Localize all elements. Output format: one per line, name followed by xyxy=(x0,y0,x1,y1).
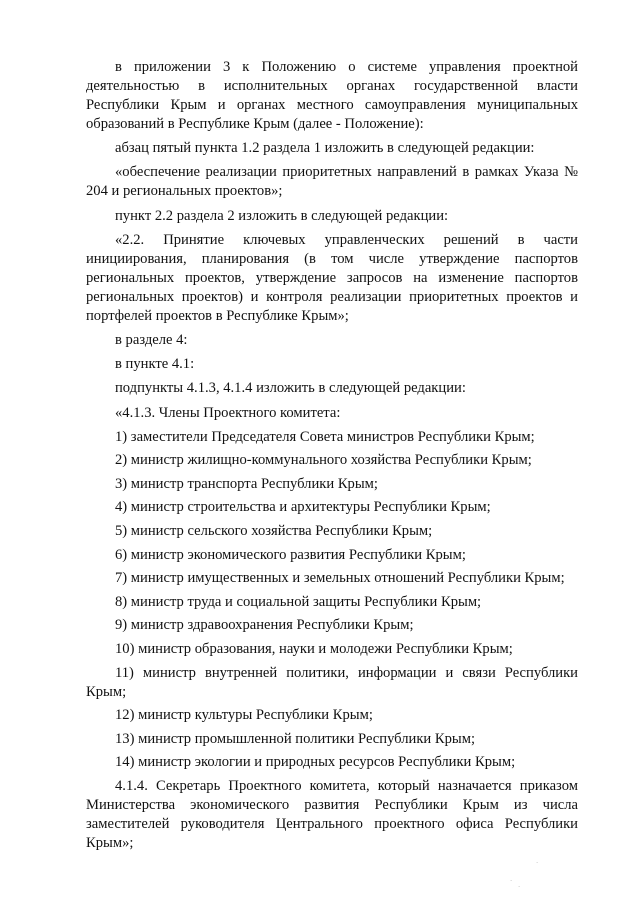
list-item: 2) министр жилищно-коммунального хозяйства Республики Крым; xyxy=(115,452,532,469)
intro-paragraph-6: в разделе 4: xyxy=(115,331,188,348)
list-item: 9) министр здравоохранения Республики Крым; xyxy=(115,617,414,634)
list-item: 7) министр имущественных и земельных отношений Республики Крым; xyxy=(115,570,565,587)
intro-paragraph-1: в приложении 3 к Положению о системе управления проектной деятельностью в исполнительных органах государственной власти Республики Крым и органах местного самоуправления муниципальных образований в Республике Крым (далее - Положение): xyxy=(86,59,578,132)
list-item: 4) министр строительства и архитектуры Республики Крым; xyxy=(115,499,491,516)
document-page xyxy=(86,58,578,853)
committee-members-list xyxy=(86,428,578,773)
intro-paragraph-3: «обеспечение реализации приоритетных направлений в рамках Указа № 204 и региональных проектов»; xyxy=(86,164,578,200)
scan-dot: · xyxy=(536,859,539,867)
list-item: 6) министр экономического развития Республики Крым; xyxy=(115,546,466,563)
intro-paragraph-7: в пункте 4.1: xyxy=(115,356,195,373)
intro-paragraph-5: «2.2. Принятие ключевых управленческих решений в части инициирования, планирования (в том числе утверждение паспортов региональных проектов, утверждение запросов на изменение паспортов региональных проектов) и контроля реализации приоритетных проектов и портфелей проектов в Республике Крым»; xyxy=(86,231,578,324)
list-item: 13) министр промышленной политики Республики Крым; xyxy=(115,730,476,747)
intro-paragraph-8: подпункты 4.1.3, 4.1.4 изложить в следующей редакции: xyxy=(115,380,466,397)
list-item: 12) министр культуры Республики Крым; xyxy=(115,707,373,724)
list-item: 1) заместители Председателя Совета министров Республики Крым; xyxy=(115,428,535,445)
members-heading: «4.1.3. Члены Проектного комитета: xyxy=(115,404,341,421)
list-item: 14) министр экологии и природных ресурсов Республики Крым; xyxy=(115,754,516,771)
list-item: 10) министр образования, науки и молодежи Республики Крым; xyxy=(115,641,513,658)
list-item: 5) министр сельского хозяйства Республики Крым; xyxy=(115,523,433,540)
scan-dot: · xyxy=(510,877,513,885)
secretary-paragraph: 4.1.4. Секретарь Проектного комитета, который назначается приказом Министерства экономического развития Республики Крым из числа заместителей руководителя Центрального проектного офиса Республики Крым»; xyxy=(86,778,578,851)
list-item: 8) министр труда и социальной защиты Республики Крым; xyxy=(115,593,482,610)
list-item: 11) министр внутренней политики, информации и связи Республики Крым; xyxy=(86,664,578,700)
scan-dot: · xyxy=(518,883,521,891)
intro-paragraph-2: абзац пятый пункта 1.2 раздела 1 изложить в следующей редакции: xyxy=(115,140,535,157)
list-item: 3) министр транспорта Республики Крым; xyxy=(115,475,378,492)
intro-paragraph-4: пункт 2.2 раздела 2 изложить в следующей редакции: xyxy=(115,207,449,224)
